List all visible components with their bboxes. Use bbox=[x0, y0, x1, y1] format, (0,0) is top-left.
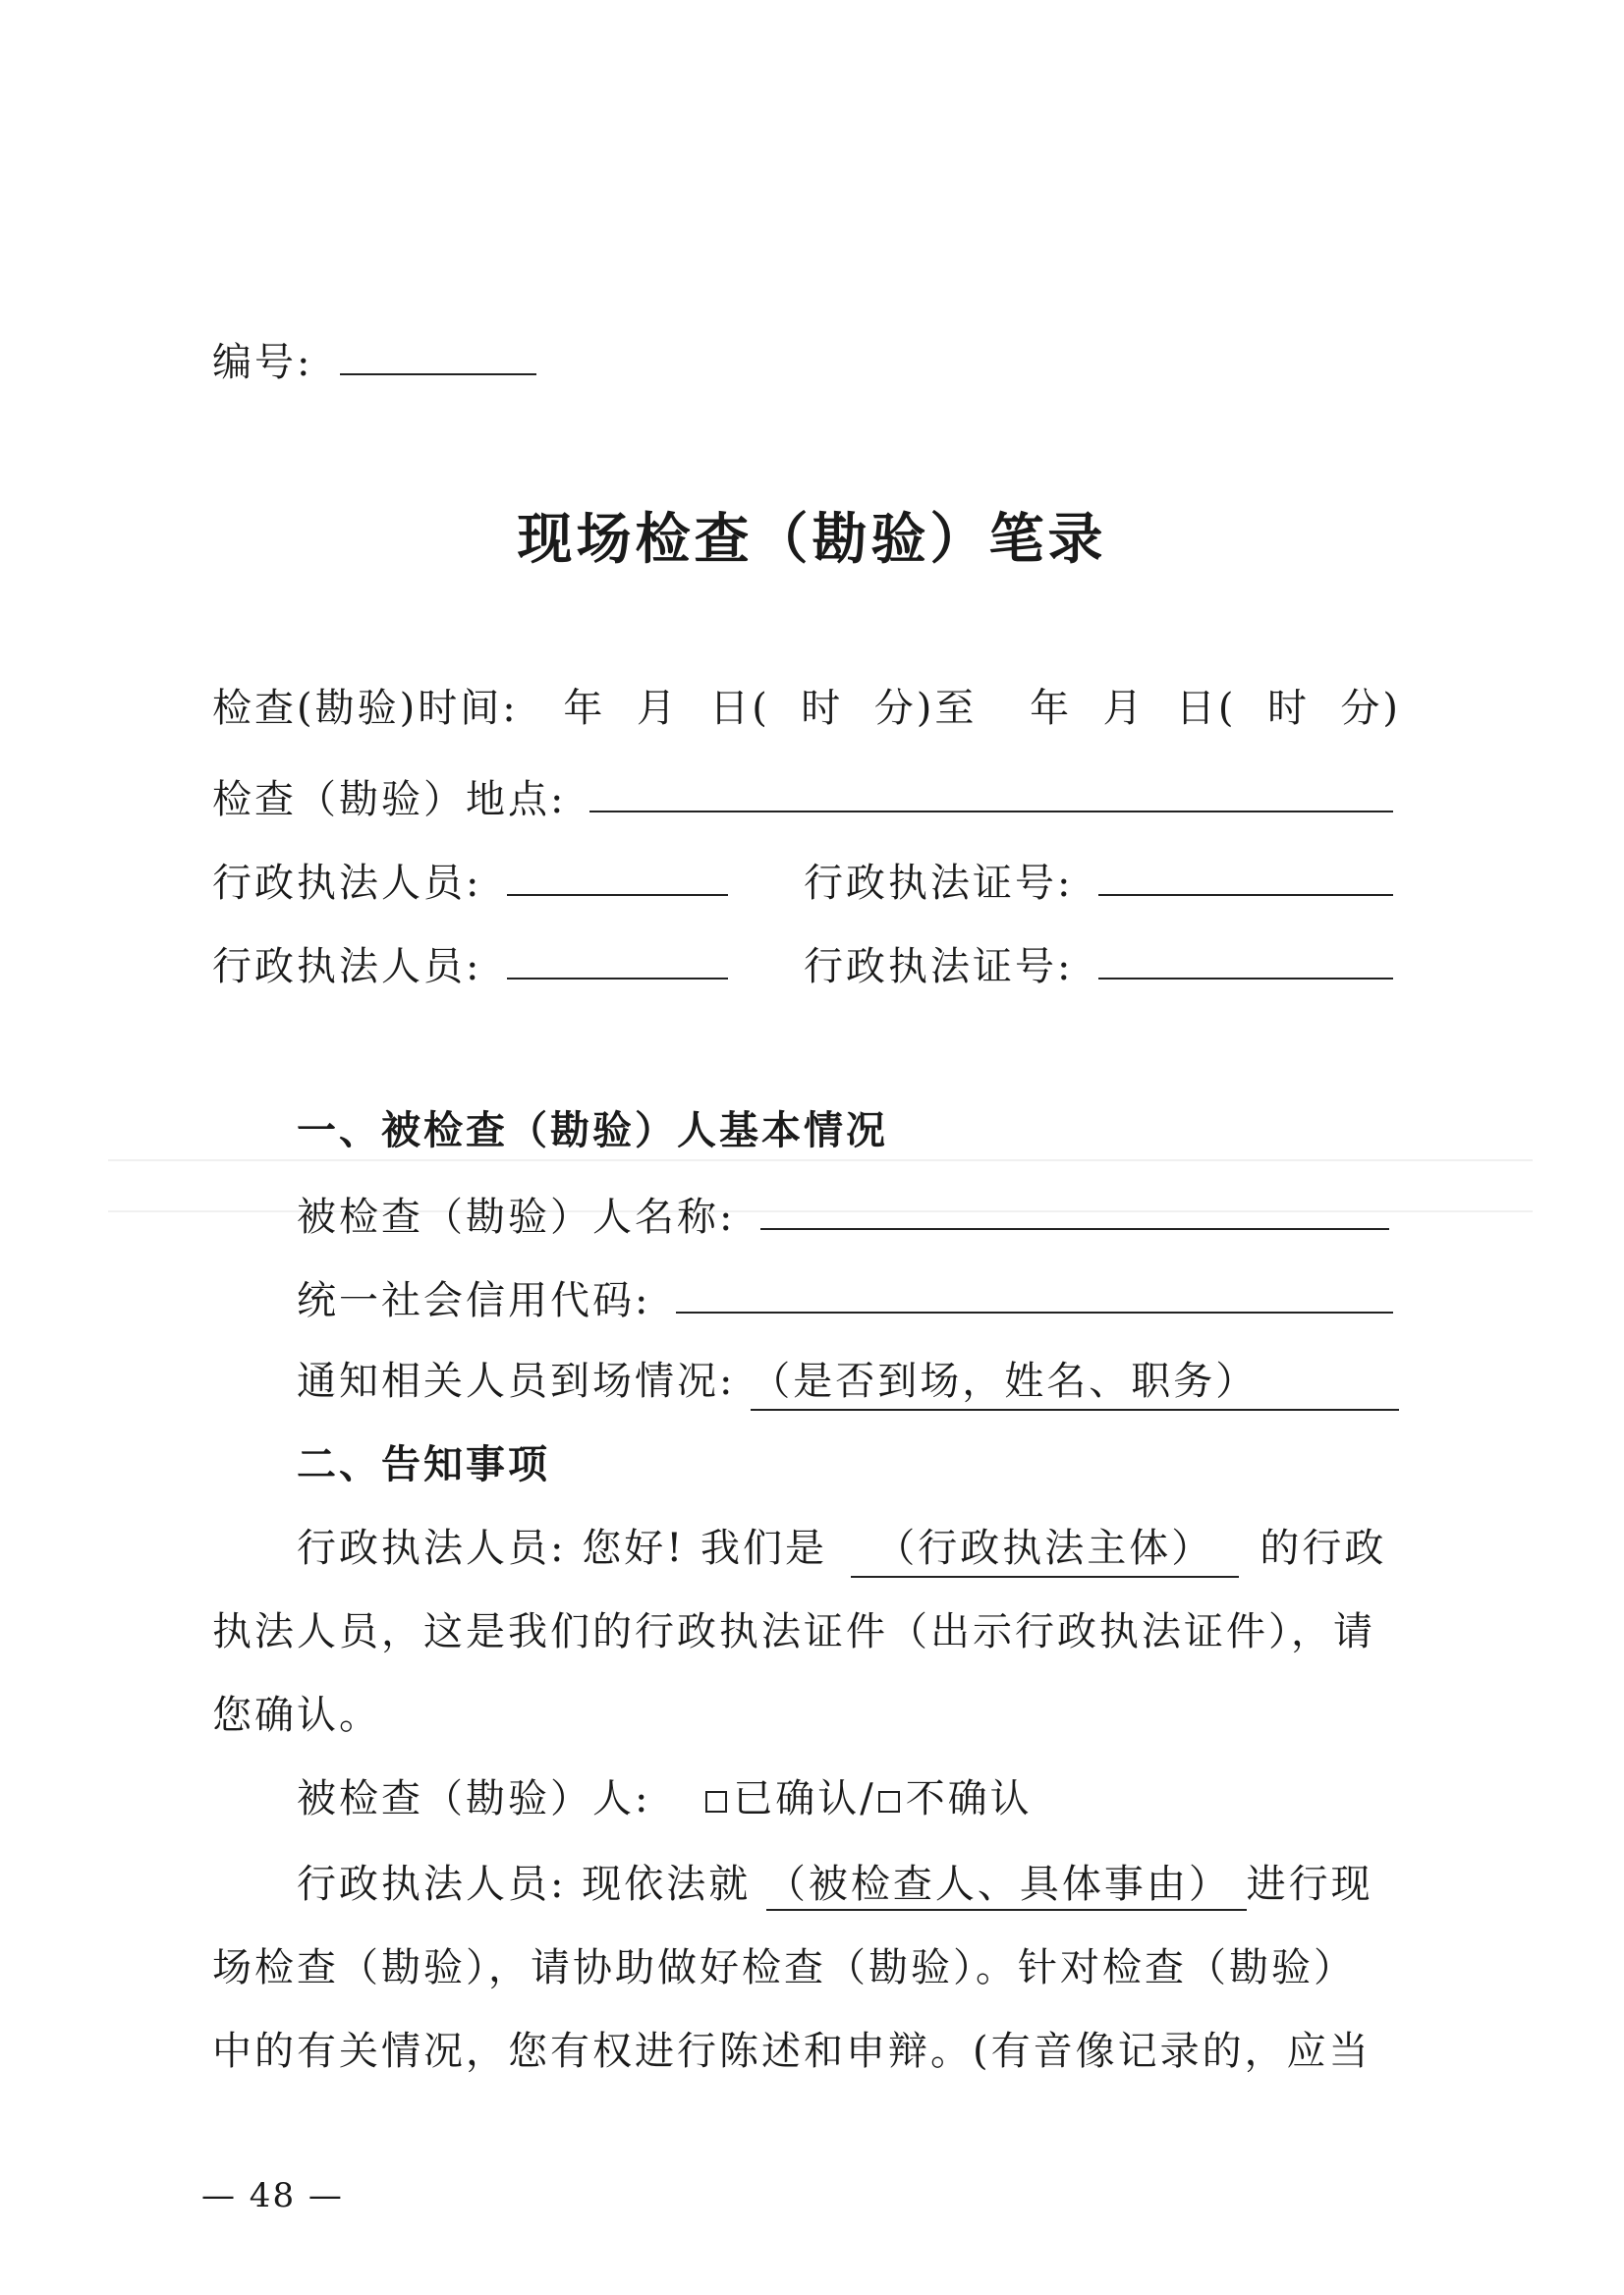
paragraph-text: 行政执法人员: 现依法就 bbox=[297, 1862, 752, 1907]
officer-label: 行政执法人员: bbox=[212, 944, 482, 989]
confirmation-label: 被检查（勘验）人: bbox=[297, 1776, 651, 1821]
certificate-row bbox=[804, 938, 1393, 992]
credit-code-row bbox=[297, 1272, 1393, 1326]
officer-row bbox=[212, 938, 728, 992]
paragraph-text: 进行现 bbox=[1246, 1862, 1373, 1907]
page-title: 现场检查（勘验）笔录 bbox=[517, 508, 1107, 572]
page-number: — 48 — bbox=[201, 2176, 344, 2215]
credit-code-label: 统一社会信用代码: bbox=[297, 1278, 651, 1323]
attendance-field[interactable] bbox=[751, 1356, 1399, 1411]
certificate-number-blank[interactable] bbox=[1098, 938, 1393, 980]
paragraph-line: 中的有关情况，您有权进行陈述和申辩。(有音像记录的，应当 bbox=[212, 2029, 1372, 2074]
place-row bbox=[212, 771, 1393, 825]
certificate-label: 行政执法证号: bbox=[804, 944, 1074, 989]
inspection-subject-hint: （被检查人、具体事由） bbox=[765, 1862, 1231, 1907]
place-blank[interactable] bbox=[589, 771, 1393, 812]
section-heading: 二、告知事项 bbox=[297, 1442, 550, 1487]
attendance-row bbox=[297, 1356, 1399, 1411]
confirmation-row bbox=[297, 1773, 1033, 1824]
paragraph-text: 行政执法人员: 您好! 我们是 bbox=[297, 1526, 827, 1571]
attendance-hint: （是否到场，姓名、职务） bbox=[751, 1359, 1259, 1404]
inspectee-name-blank[interactable] bbox=[760, 1189, 1389, 1230]
officer-name-blank[interactable] bbox=[507, 938, 728, 980]
time-row bbox=[212, 683, 1401, 734]
paragraph-line bbox=[297, 1523, 1386, 1578]
inspectee-name-row bbox=[297, 1189, 1389, 1243]
attendance-label: 通知相关人员到场情况: bbox=[297, 1359, 736, 1404]
enforcement-subject-hint: （行政执法主体） bbox=[875, 1526, 1214, 1571]
certificate-number-blank[interactable] bbox=[1098, 855, 1393, 896]
document-number bbox=[212, 334, 536, 388]
scan-artifact bbox=[108, 1159, 1533, 1161]
paragraph-line: 场检查（勘验），请协助做好检查（勘验）。针对检查（勘验） bbox=[212, 1945, 1356, 1990]
officer-row bbox=[212, 855, 728, 909]
paragraph-line bbox=[297, 1859, 1373, 1910]
certificate-row bbox=[804, 855, 1393, 909]
paragraph-line: 执法人员，这是我们的行政执法证件（出示行政执法证件），请 bbox=[212, 1609, 1375, 1654]
checkbox-not-confirmed-label: 不确认 bbox=[905, 1776, 1033, 1821]
enforcement-subject-field[interactable] bbox=[851, 1523, 1239, 1578]
checkbox-not-confirmed[interactable] bbox=[878, 1791, 900, 1813]
credit-code-blank[interactable] bbox=[676, 1272, 1393, 1314]
place-label: 检查（勘验）地点: bbox=[212, 777, 567, 822]
time-start: 年 月 日( 时 分)至 bbox=[563, 686, 978, 731]
certificate-label: 行政执法证号: bbox=[804, 861, 1074, 906]
time-label: 检查(勘验)时间: bbox=[212, 686, 519, 731]
paragraph-line: 您确认。 bbox=[212, 1693, 381, 1738]
inspectee-name-label: 被检查（勘验）人名称: bbox=[297, 1195, 736, 1240]
number-blank[interactable] bbox=[340, 334, 536, 375]
checkbox-confirmed-label: 已确认/ bbox=[733, 1776, 876, 1821]
officer-name-blank[interactable] bbox=[507, 855, 728, 896]
paragraph-text: 的行政 bbox=[1260, 1526, 1387, 1571]
time-end: 年 月 日( 时 分) bbox=[1030, 686, 1401, 731]
checkbox-confirmed[interactable] bbox=[705, 1791, 727, 1813]
number-label: 编号: bbox=[212, 340, 313, 385]
inspection-subject-field[interactable] bbox=[766, 1862, 1247, 1911]
officer-label: 行政执法人员: bbox=[212, 861, 482, 906]
section-heading: 一、被检查（勘验）人基本情况 bbox=[297, 1108, 888, 1153]
